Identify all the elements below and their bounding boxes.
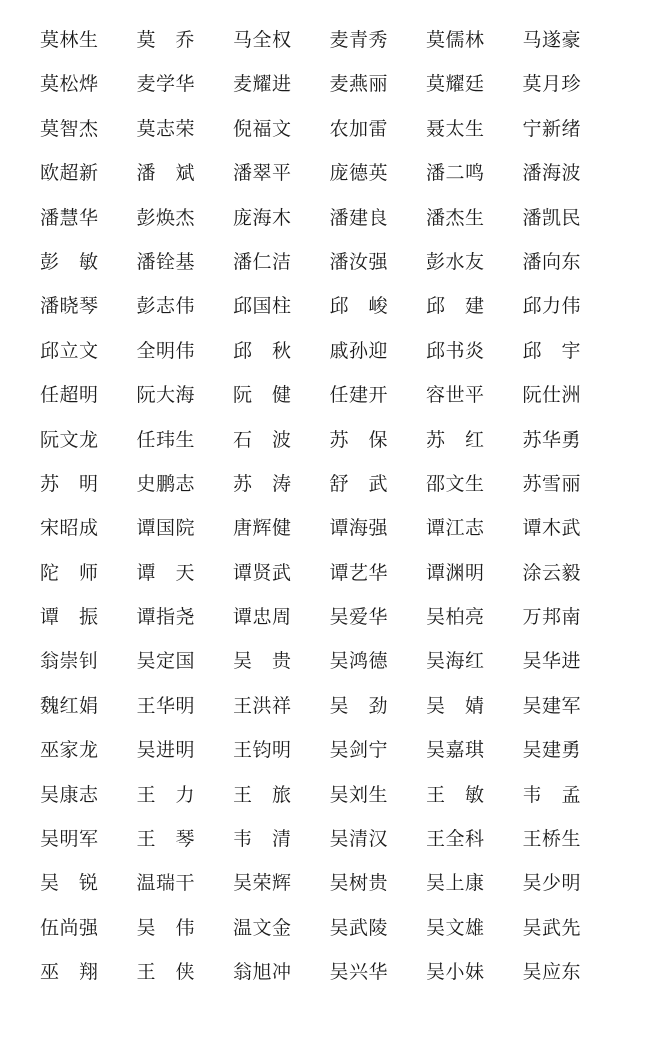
name-entry: 马遂豪 bbox=[522, 29, 582, 51]
name-entry: 潘晓琴 bbox=[40, 295, 99, 318]
name-entry: 吴荣辉 bbox=[233, 872, 292, 895]
name-entry: 魏红娟 bbox=[40, 694, 99, 717]
name-entry: 倪福文 bbox=[233, 117, 292, 140]
name-entry: 潘汝强 bbox=[329, 250, 389, 273]
name-entry: 翁崇钊 bbox=[40, 650, 99, 673]
name-entry: 王 琴 bbox=[136, 828, 196, 851]
name-entry: 彭 敏 bbox=[40, 250, 99, 273]
name-entry: 苏 保 bbox=[329, 428, 389, 451]
name-entry: 吴少明 bbox=[522, 872, 582, 895]
name-entry: 吴刘生 bbox=[329, 783, 389, 806]
name-entry: 任超明 bbox=[40, 384, 99, 407]
name-entry: 吴柏亮 bbox=[426, 606, 485, 629]
name-entry: 吴文雄 bbox=[426, 916, 485, 939]
name-entry: 莫林生 bbox=[40, 29, 99, 51]
name-entry: 潘海波 bbox=[522, 162, 582, 185]
name-entry: 谭指尧 bbox=[136, 606, 196, 629]
name-entry: 阮仕洲 bbox=[522, 384, 582, 407]
name-entry: 聂太生 bbox=[426, 117, 485, 140]
name-entry: 吴上康 bbox=[426, 872, 485, 895]
name-entry: 阮大海 bbox=[136, 384, 196, 407]
name-entry: 任建开 bbox=[329, 384, 389, 407]
name-entry: 谭艺华 bbox=[329, 561, 389, 584]
name-entry: 万邦南 bbox=[522, 606, 582, 629]
name-entry: 苏 涛 bbox=[233, 472, 292, 495]
name-entry: 吴 伟 bbox=[136, 916, 196, 939]
name-entry: 苏华勇 bbox=[522, 428, 582, 451]
name-entry: 谭 振 bbox=[40, 606, 99, 629]
name-entry: 宁新绪 bbox=[522, 117, 582, 140]
name-entry: 吴华进 bbox=[522, 650, 582, 673]
name-entry: 麦青秀 bbox=[329, 29, 389, 51]
name-entry: 莫智杰 bbox=[40, 117, 99, 140]
name-entry: 潘二鸣 bbox=[426, 162, 485, 185]
name-entry: 温文金 bbox=[233, 916, 292, 939]
name-entry: 陀 师 bbox=[40, 561, 99, 584]
name-entry: 王 侠 bbox=[136, 961, 196, 984]
name-entry: 苏 明 bbox=[40, 472, 99, 495]
name-entry: 彭志伟 bbox=[136, 295, 196, 318]
name-entry: 容世平 bbox=[426, 384, 485, 407]
name-entry: 王 旅 bbox=[233, 783, 292, 806]
name-entry: 王桥生 bbox=[522, 828, 582, 851]
name-entry: 邱立文 bbox=[40, 339, 99, 362]
name-entry: 石 波 bbox=[233, 428, 292, 451]
name-entry: 吴建军 bbox=[522, 694, 582, 717]
name-entry: 全明伟 bbox=[136, 339, 196, 362]
name-entry: 莫志荣 bbox=[136, 117, 196, 140]
name-entry: 巫 翔 bbox=[40, 961, 99, 984]
name-entry: 温瑞干 bbox=[136, 872, 196, 895]
name-entry: 涂云毅 bbox=[522, 561, 582, 584]
name-entry: 莫松烨 bbox=[40, 73, 99, 96]
name-entry: 王洪祥 bbox=[233, 694, 292, 717]
name-entry: 吴康志 bbox=[40, 783, 99, 806]
name-entry: 吴 锐 bbox=[40, 872, 99, 895]
name-entry: 宋昭成 bbox=[40, 517, 99, 540]
name-entry: 马全权 bbox=[233, 29, 292, 51]
name-entry: 麦学华 bbox=[136, 73, 196, 96]
name-entry: 伍尚强 bbox=[40, 916, 99, 939]
name-entry: 邱书炎 bbox=[426, 339, 485, 362]
name-entry: 潘仁洁 bbox=[233, 250, 292, 273]
name-entry: 吴 劲 bbox=[329, 694, 389, 717]
name-entry: 邱 宇 bbox=[522, 339, 582, 362]
name-entry: 吴定国 bbox=[136, 650, 196, 673]
name-entry: 吴 婧 bbox=[426, 694, 485, 717]
name-entry: 邱力伟 bbox=[522, 295, 582, 318]
name-entry: 农加雷 bbox=[329, 117, 389, 140]
name-entry: 潘凯民 bbox=[522, 206, 582, 229]
name-entry: 谭江志 bbox=[426, 517, 485, 540]
name-entry: 邱国柱 bbox=[233, 295, 292, 318]
name-entry: 王钧明 bbox=[233, 739, 292, 762]
name-entry: 吴应东 bbox=[522, 961, 582, 984]
name-entry: 唐辉健 bbox=[233, 517, 292, 540]
name-entry: 谭海强 bbox=[329, 517, 389, 540]
name-entry: 王全科 bbox=[426, 828, 485, 851]
name-entry: 阮 健 bbox=[233, 384, 292, 407]
name-entry: 邱 秋 bbox=[233, 339, 292, 362]
name-entry: 潘建良 bbox=[329, 206, 389, 229]
name-entry: 吴明军 bbox=[40, 828, 99, 851]
name-entry: 舒 武 bbox=[329, 472, 389, 495]
name-entry: 莫 乔 bbox=[136, 29, 196, 51]
name-entry: 麦燕丽 bbox=[329, 73, 389, 96]
name-entry: 吴进明 bbox=[136, 739, 196, 762]
name-entry: 王华明 bbox=[136, 694, 196, 717]
name-entry: 潘慧华 bbox=[40, 206, 99, 229]
name-entry: 吴海红 bbox=[426, 650, 485, 673]
name-entry: 莫儒林 bbox=[426, 29, 485, 51]
name-entry: 谭忠周 bbox=[233, 606, 292, 629]
name-grid bbox=[28, 18, 607, 995]
name-entry: 彭水友 bbox=[426, 250, 485, 273]
name-entry: 任玮生 bbox=[136, 428, 196, 451]
name-entry: 邱 峻 bbox=[329, 295, 389, 318]
name-entry: 吴树贵 bbox=[329, 872, 389, 895]
name-entry: 阮文龙 bbox=[40, 428, 99, 451]
name-entry: 谭渊明 bbox=[426, 561, 485, 584]
name-entry: 巫家龙 bbox=[40, 739, 99, 762]
name-entry: 王 力 bbox=[136, 783, 196, 806]
name-entry: 苏雪丽 bbox=[522, 472, 582, 495]
name-entry: 谭国院 bbox=[136, 517, 196, 540]
name-entry: 吴小妹 bbox=[426, 961, 485, 984]
name-entry: 潘 斌 bbox=[136, 162, 196, 185]
name-entry: 彭焕杰 bbox=[136, 206, 196, 229]
name-entry: 韦 清 bbox=[233, 828, 292, 851]
name-entry: 苏 红 bbox=[426, 428, 485, 451]
name-entry: 麦耀进 bbox=[233, 73, 292, 96]
name-entry: 潘向东 bbox=[522, 250, 582, 273]
name-entry: 吴武陵 bbox=[329, 916, 389, 939]
name-entry: 戚孙迎 bbox=[329, 339, 389, 362]
name-entry: 邱 建 bbox=[426, 295, 485, 318]
name-entry: 吴鸿德 bbox=[329, 650, 389, 673]
name-entry: 欧超新 bbox=[40, 162, 99, 185]
name-entry: 吴 贵 bbox=[233, 650, 292, 673]
name-entry: 吴爱华 bbox=[329, 606, 389, 629]
name-entry: 吴清汉 bbox=[329, 828, 389, 851]
name-entry: 吴剑宁 bbox=[329, 739, 389, 762]
name-entry: 莫月珍 bbox=[522, 73, 582, 96]
name-entry: 王 敏 bbox=[426, 783, 485, 806]
name-entry: 翁旭冲 bbox=[233, 961, 292, 984]
name-entry: 吴武先 bbox=[522, 916, 582, 939]
name-entry: 潘铨基 bbox=[136, 250, 196, 273]
name-entry: 吴兴华 bbox=[329, 961, 389, 984]
name-entry: 史鹏志 bbox=[136, 472, 196, 495]
name-entry: 谭贤武 bbox=[233, 561, 292, 584]
name-entry: 潘翠平 bbox=[233, 162, 292, 185]
name-entry: 潘杰生 bbox=[426, 206, 485, 229]
name-entry: 庞海木 bbox=[233, 206, 292, 229]
name-entry: 谭 天 bbox=[136, 561, 196, 584]
name-entry: 庞德英 bbox=[329, 162, 389, 185]
name-entry: 吴嘉琪 bbox=[426, 739, 485, 762]
name-entry: 邵文生 bbox=[426, 472, 485, 495]
name-entry: 莫耀廷 bbox=[426, 73, 485, 96]
name-entry: 韦 孟 bbox=[522, 783, 582, 806]
name-entry: 吴建勇 bbox=[522, 739, 582, 762]
name-entry: 谭木武 bbox=[522, 517, 582, 540]
